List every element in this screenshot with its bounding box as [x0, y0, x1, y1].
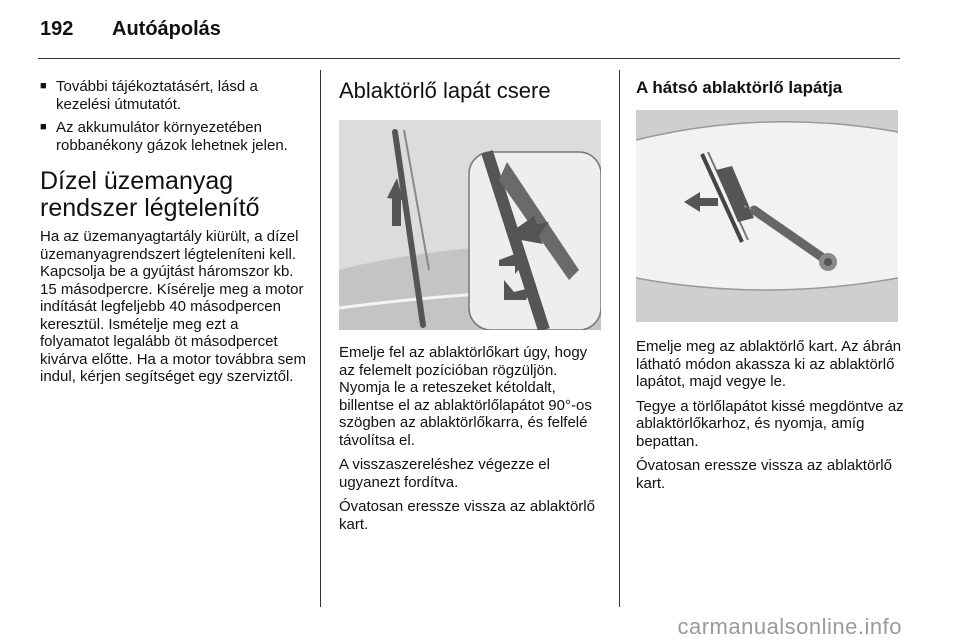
page-title: Autóápolás — [112, 18, 221, 40]
middle-column — [339, 78, 605, 540]
watermark-text: carmanualsonline.info — [677, 614, 902, 639]
paragraph: Emelje meg az ablaktörlő kart. Az ábrán látható módon akassza ki az ablaktörlő lapátot, majd vegye le. — [636, 338, 902, 390]
left-column — [40, 78, 308, 393]
paragraph: Óvatosan eressze vissza az ablaktörlő kart. — [636, 457, 892, 492]
page-number: 192 — [40, 18, 74, 40]
rear-wiper-illustration — [636, 110, 898, 322]
header-rule — [38, 58, 900, 59]
bullet-item: ■ Az akkumulátor környezetében robbanékony gázok lehetnek jelen. — [40, 119, 308, 154]
paragraph: Emelje fel az ablaktörlőkart úgy, hogy az felemelt pozícióban rögzüljön. Nyomja le a reteszeket kétoldalt, billentse el az ablaktörlőlapátot 90°-os szögben az ablaktörlőkarra, és felfelé távolítsa el. — [339, 344, 592, 449]
wiper-blade-illustration — [339, 120, 601, 330]
section-heading-rear-wiper: A hátsó ablaktörlő lapátja — [636, 78, 843, 97]
paragraph: A visszaszereléshez végezze el ugyanezt fordítva. — [339, 456, 550, 491]
section-heading-diesel: Dízel üzemanyag rendszer légtelenítő — [40, 167, 260, 222]
section-heading-wiper-blade: Ablaktörlő lapát csere — [339, 78, 551, 103]
paragraph: Tegye a törlőlapátot kissé megdöntve az ablaktörlőkarhoz, és nyomja, amíg bepattan. — [636, 397, 904, 450]
paragraph: Óvatosan eressze vissza az ablaktörlő kart. — [339, 498, 595, 533]
bullet-item: ■ További tájékoztatásért, lásd a kezelési útmutatót. — [40, 78, 308, 113]
right-column — [636, 78, 904, 499]
page-header — [40, 18, 221, 41]
column-divider-left — [320, 70, 321, 607]
column-divider-right — [619, 70, 620, 607]
paragraph: Ha az üzemanyagtartály kiürült, a dízel üzemanyagrendszert légteleníteni kell. Kapcsolja be a gyújtást háromszor kb. 15 másodpercre. Kísérelje meg a motor indítását legfeljebb 40 másodpercen keresztül. Ismételje meg ezt a folyamatot legalább öt másodpercet kivárva előtte. Ha a motor továbbra sem indul, kérjen segítséget egy szerviztől. — [40, 228, 306, 385]
